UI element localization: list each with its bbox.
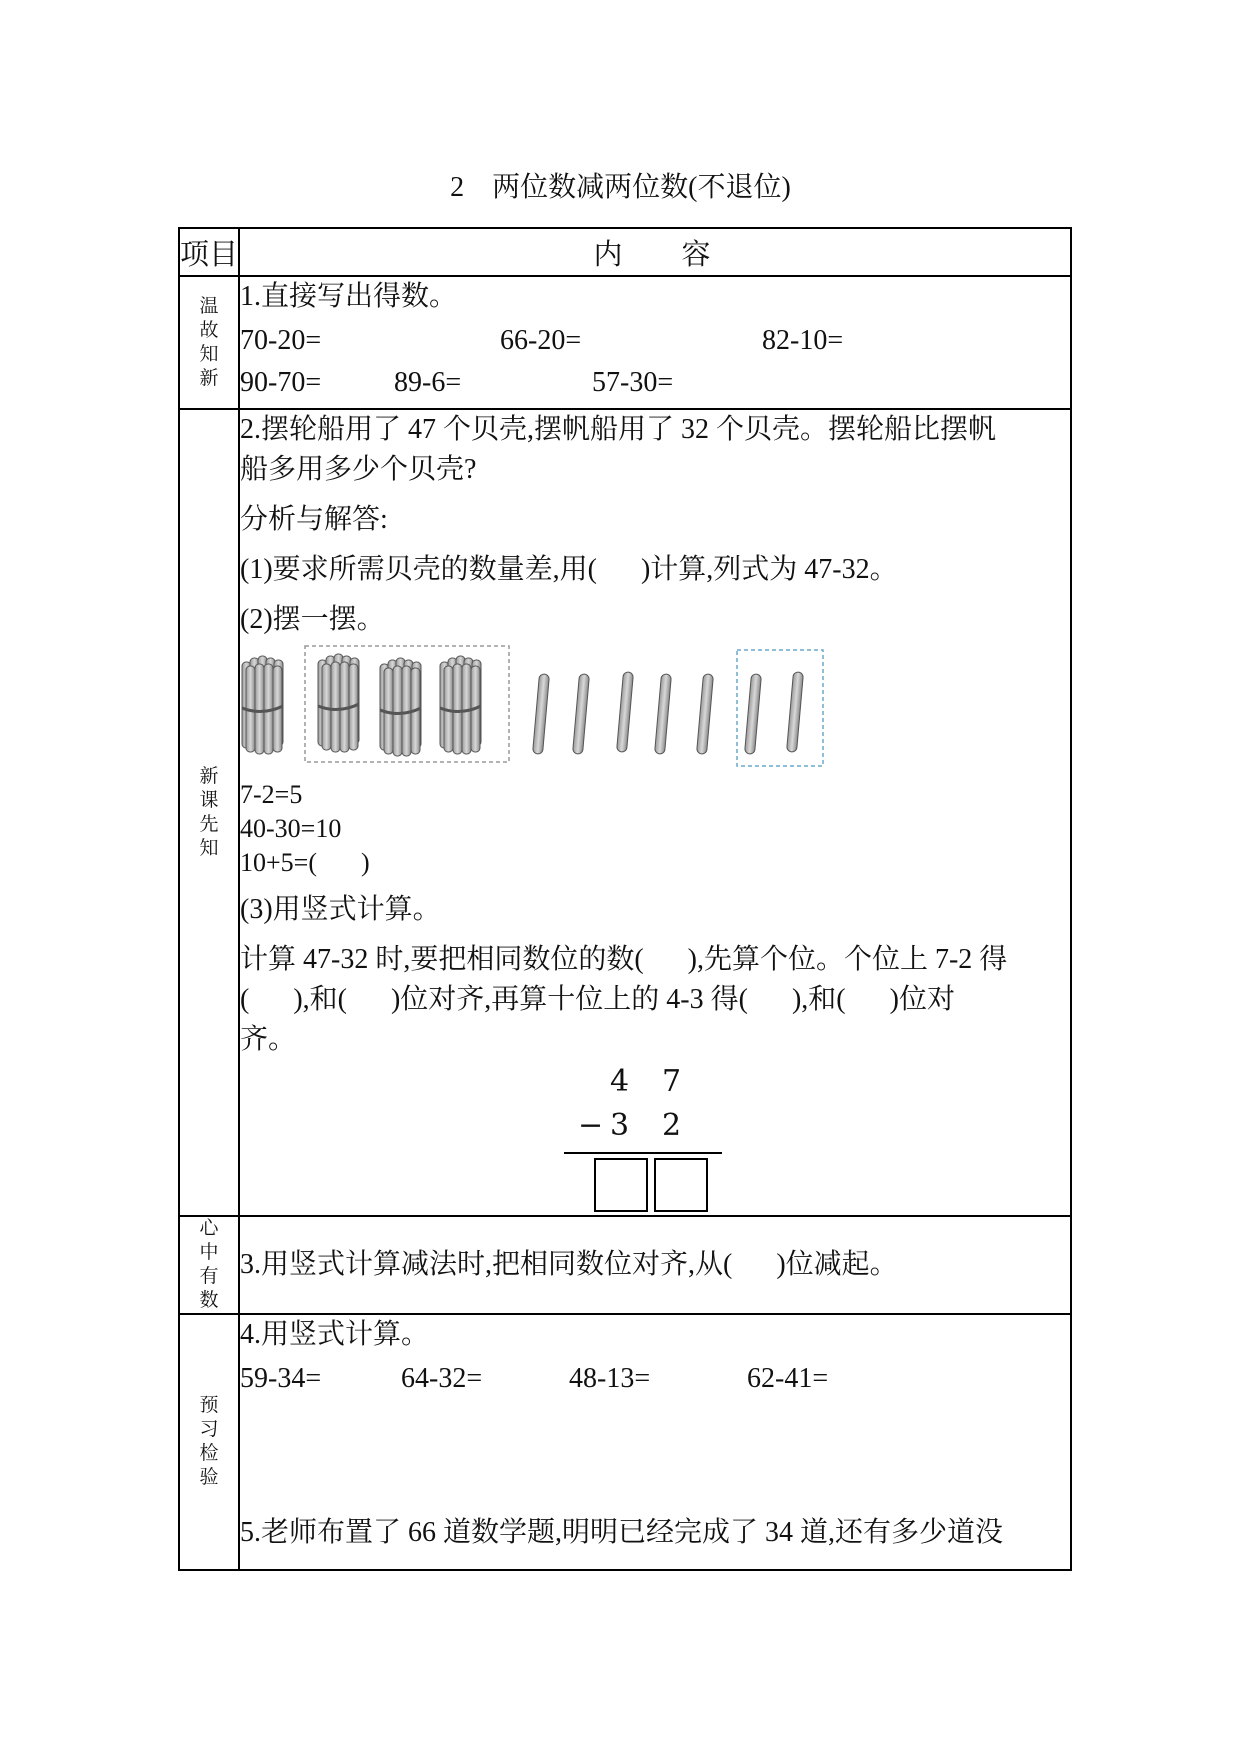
single-stick	[573, 674, 590, 755]
eq1: 7-2=5	[240, 780, 303, 809]
digit: 2	[662, 1108, 682, 1143]
check-label: 预习检验	[199, 1395, 219, 1488]
step3: (3)用竖式计算。	[240, 894, 441, 925]
calc-item: 62-41=	[747, 1363, 829, 1394]
q4-text: 4.用竖式计算。	[240, 1319, 430, 1350]
mind-label: 心中有数	[199, 1218, 219, 1311]
eq3: 10+5=( )	[240, 848, 370, 877]
step1: (1)要求所需贝壳的数量差,用( )计算,列式为 47-32。	[240, 554, 898, 585]
single-stick	[745, 674, 762, 755]
check-calc-row	[240, 1359, 1070, 1399]
review-content	[239, 276, 1071, 409]
review-row2	[240, 363, 1070, 403]
page-title	[0, 165, 1241, 205]
q2-line1: 2.摆轮船用了 47 个贝壳,摆帆船用了 32 个贝壳。摆轮船比摆帆	[240, 414, 997, 445]
digit: 7	[662, 1064, 682, 1099]
lesson-table	[178, 227, 1072, 1571]
sticks-illustration	[240, 644, 1070, 778]
calc-item: 89-6=	[394, 367, 462, 398]
minus-sign: −	[578, 1108, 604, 1143]
q3: 3.用竖式计算减法时,把相同数位对齐,从( )位减起。	[240, 1249, 898, 1280]
answer-box-tens[interactable]	[594, 1158, 648, 1212]
single-stick	[617, 672, 634, 753]
new-row	[179, 409, 1071, 1216]
q2-line2: 船多用多少个贝壳?	[240, 454, 477, 485]
header-item: 项目	[179, 228, 239, 276]
single-stick	[697, 674, 714, 755]
result-line	[564, 1152, 722, 1154]
calc-item: 57-30=	[592, 367, 674, 398]
calc-item: 70-20=	[240, 325, 322, 356]
header-row	[179, 228, 1071, 276]
review-row1	[240, 321, 1070, 361]
text3-line1: 计算 47-32 时,要把相同数位的数( ),先算个位。个位上 7-2 得	[240, 944, 1008, 975]
q1-text: 1.直接写出得数。	[240, 281, 458, 312]
calc-item: 66-20=	[500, 325, 582, 356]
text3-line3: 齐。	[240, 1024, 297, 1055]
mind-row	[179, 1216, 1071, 1314]
mind-content	[239, 1216, 1071, 1314]
stick-bundle	[242, 656, 283, 754]
single-stick	[655, 674, 672, 755]
single-stick	[533, 674, 550, 755]
analysis-label: 分析与解答:	[240, 504, 388, 535]
check-row	[179, 1314, 1071, 1570]
stick-bundle	[380, 658, 421, 756]
stick-bundle	[318, 654, 359, 752]
calc-item: 64-32=	[401, 1363, 483, 1394]
vertical-subtraction	[240, 1060, 1070, 1210]
sticks-svg	[240, 644, 840, 774]
digit: 3	[610, 1108, 630, 1143]
step2: (2)摆一摆。	[240, 604, 385, 635]
calc-item: 82-10=	[762, 325, 844, 356]
single-stick	[787, 672, 804, 753]
review-label: 温故知新	[199, 295, 219, 389]
eq2: 40-30=10	[240, 814, 342, 843]
lesson-number: 2	[450, 172, 465, 203]
digit: 4	[610, 1064, 630, 1099]
header-content: 内 容	[239, 228, 1071, 276]
lesson-title: 两位数减两位数(不退位)	[492, 172, 791, 203]
answer-box-ones[interactable]	[654, 1158, 708, 1212]
q5-text: 5.老师布置了 66 道数学题,明明已经完成了 34 道,还有多少道没	[240, 1517, 1004, 1548]
new-label: 新课先知	[199, 765, 219, 859]
text3-line2: ( ),和( )位对齐,再算十位上的 4-3 得( ),和( )位对	[240, 984, 955, 1015]
check-content	[239, 1314, 1071, 1570]
calc-item: 90-70=	[240, 367, 322, 398]
calc-item: 59-34=	[240, 1363, 322, 1394]
stick-bundle	[440, 656, 481, 754]
new-content	[239, 409, 1071, 1216]
calc-item: 48-13=	[569, 1363, 651, 1394]
review-row	[179, 276, 1071, 409]
